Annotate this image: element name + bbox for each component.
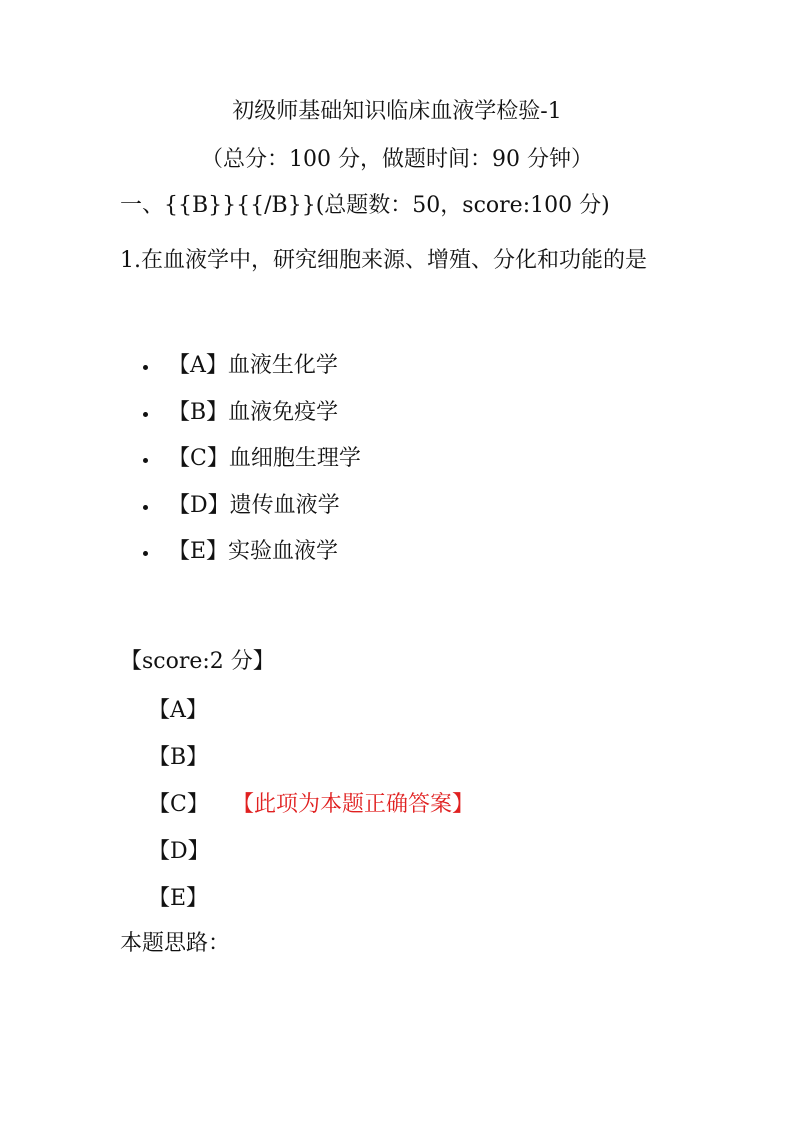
- option-e-text: 【E】实验血液学: [168, 539, 339, 564]
- option-d-text: 【D】遗传血液学: [168, 492, 340, 518]
- explanation-label: 本题思路：: [120, 931, 231, 956]
- option-b-text: 【B】血液免疫学: [168, 399, 339, 425]
- answer-row-e: [148, 883, 210, 930]
- answer-row-d: [148, 836, 210, 883]
- answer-row-c: [148, 789, 475, 836]
- bullet-icon: [143, 412, 148, 417]
- document-title: 初级师基础知识临床血液学检验-1: [232, 99, 562, 124]
- question-text: 1.在血液学中，研究细胞来源、增殖、分化和功能的是: [120, 248, 647, 273]
- answer-e-label: 【E】: [148, 886, 209, 911]
- answer-c-label: 【C】: [148, 792, 209, 817]
- option-c-text: 【C】血细胞生理学: [168, 446, 361, 471]
- option-a-text: 【A】血液生化学: [168, 353, 338, 378]
- option-a: [140, 343, 361, 390]
- section-header: 一、{{B}}{{/B}}(总题数：50，score:100 分): [120, 193, 610, 218]
- option-list: [140, 343, 361, 576]
- option-c: [140, 436, 361, 483]
- answer-row-b: [148, 742, 210, 789]
- option-e: [140, 529, 361, 576]
- answer-row-a: [148, 695, 210, 742]
- answer-b-label: 【B】: [148, 745, 209, 770]
- answer-d-label: 【D】: [148, 839, 210, 864]
- bullet-icon: [143, 365, 148, 370]
- bullet-icon: [143, 458, 148, 463]
- document-subtitle: （总分：100 分，做题时间：90 分钟）: [201, 147, 593, 172]
- option-d: [140, 483, 361, 530]
- score-label: 【score:2 分】: [120, 649, 275, 674]
- answer-list: [148, 695, 475, 930]
- bullet-icon: [143, 505, 148, 510]
- answer-a-label: 【A】: [148, 698, 208, 723]
- option-b: [140, 390, 361, 437]
- bullet-icon: [143, 551, 148, 556]
- correct-answer-marker: 【此项为本题正确答案】: [232, 792, 475, 817]
